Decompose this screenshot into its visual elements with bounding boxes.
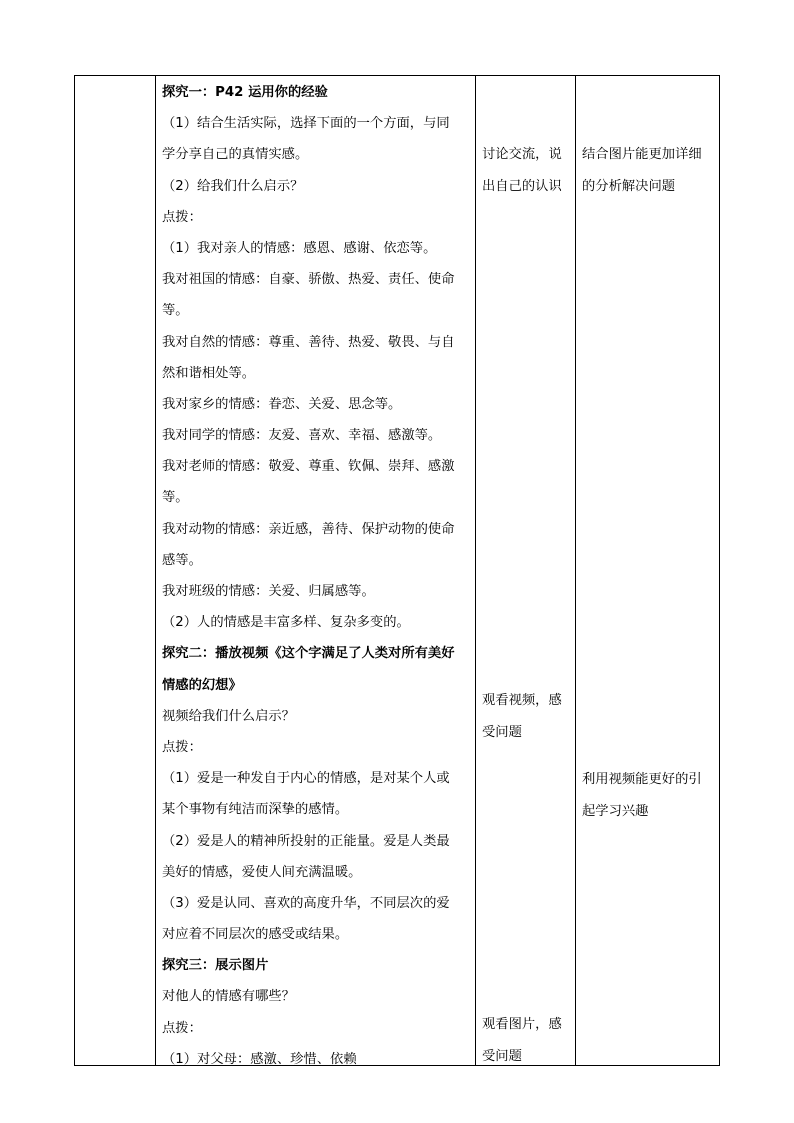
section-heading: 探究二：播放视频《这个字满足了人类对所有美好: [162, 646, 455, 662]
intent-line: 利用视频能更好的引: [582, 772, 702, 787]
content-line: （1）对父母：感激、珍惜、依赖: [162, 1051, 357, 1067]
intent-line: 结合图片能更加详细: [582, 147, 702, 162]
lesson-plan-table: [74, 75, 720, 1066]
blank-column-cell: [75, 76, 155, 1065]
teaching-content-cell: [155, 76, 473, 1075]
content-line: （3）爱是认同、喜欢的高度升华，不同层次的爱: [162, 895, 450, 911]
student-activity-cell: [476, 76, 574, 1065]
intent-line: 的分析解决问题: [582, 178, 676, 194]
activity-line: 讨论交流，说: [482, 147, 562, 162]
content-line: （1）我对亲人的情感：感恩、感谢、依恋等。: [162, 240, 437, 256]
content-line: 我对班级的情感：关爱、归属感等。: [162, 584, 375, 599]
section-heading: 探究三：展示图片: [162, 958, 269, 974]
content-line: 感等。: [162, 552, 202, 568]
student-activity-2: [482, 685, 562, 748]
content-line: （1）爱是一种发自于内心的情感，是对某个人或: [162, 771, 450, 787]
content-line: 等。: [162, 490, 189, 506]
content-line: 学分享自己的真情实感。: [162, 147, 309, 163]
content-line: （1）结合生活实际，选择下面的一个方面，与同: [162, 116, 450, 132]
activity-line: 观看图片，感: [482, 1017, 562, 1032]
activity-line: 受问题: [482, 724, 522, 740]
design-intent-2: [582, 764, 702, 827]
design-intent-1: [582, 139, 702, 202]
section-heading: 情感的幻想》: [162, 677, 242, 693]
student-activity-1: [482, 139, 562, 202]
content-line: 我对同学的情感：友爱、喜欢、幸福、感激等。: [162, 428, 442, 444]
content-line: 对他人的情感有哪些？: [162, 989, 295, 1005]
content-line: 我对祖国的情感：自豪、骄傲、热爱、责任、使命: [162, 272, 455, 288]
content-line: 我对动物的情感：亲近感，善待、保护动物的使命: [162, 521, 455, 537]
content-line: 对应着不同层次的感受或结果。: [162, 927, 349, 943]
content-line: 美好的情感，爱使人间充满温暖。: [162, 864, 362, 880]
content-line: 某个事物有纯洁而深挚的感情。: [162, 802, 349, 818]
content-line: 视频给我们什么启示？: [162, 708, 295, 724]
content-line: 我对老师的情感：敬爱、尊重、钦佩、崇拜、感激: [162, 459, 455, 475]
content-line: 点拨：: [162, 1020, 202, 1036]
activity-line: 出自己的认识: [482, 178, 562, 194]
content-line: （2）爱是人的精神所投射的正能量。爱是人类最: [162, 833, 450, 849]
content-line: 然和谐相处等。: [162, 365, 256, 381]
content-line: 我对家乡的情感：眷恋、关爱、思念等。: [162, 396, 402, 412]
activity-line: 观看视频，感: [482, 693, 562, 708]
activity-line: 受问题: [482, 1048, 522, 1064]
content-line: 等。: [162, 303, 189, 319]
content-line: （2）人的情感是丰富多样、复杂多变的。: [162, 615, 410, 631]
content-line: （2）给我们什么启示？: [162, 178, 304, 194]
content-line: 我对自然的情感：尊重、善待、热爱、敬畏、与自: [162, 334, 455, 350]
content-line: 点拨：: [162, 739, 202, 755]
intent-line: 起学习兴趣: [582, 803, 649, 819]
section-heading: 探究一：P42 运用你的经验: [162, 85, 328, 100]
student-activity-3: [482, 1009, 562, 1072]
design-intent-cell: [576, 76, 721, 1065]
content-line: 点拨：: [162, 209, 202, 225]
